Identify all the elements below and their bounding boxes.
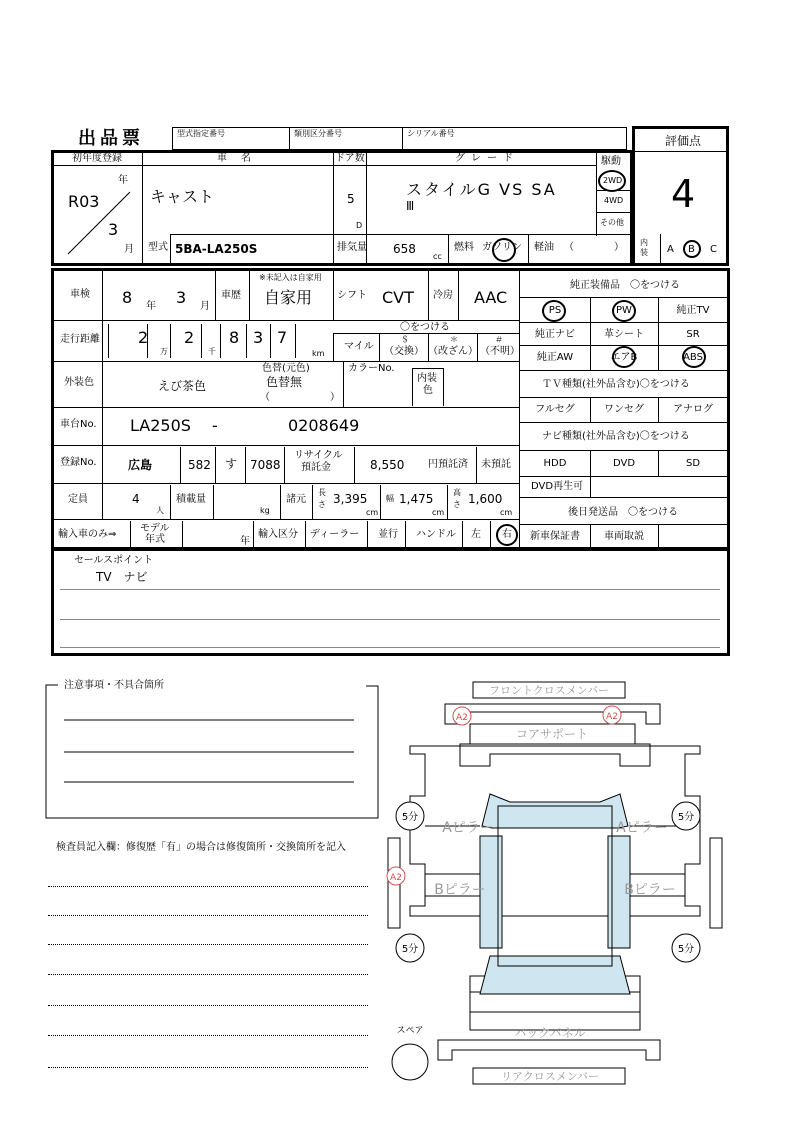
tire-rear-right-label: 5分 [677, 944, 695, 955]
drive-2wd-circle [598, 170, 626, 192]
score-label: 評価点 [665, 134, 702, 148]
equipment-sr: SR [686, 329, 700, 340]
inspector-label: 検査員記入欄：修復歴「有」の場合は修復箇所・交換箇所を記入 [56, 842, 346, 853]
drive-2wd: 2WD [603, 176, 623, 185]
tire-front-left-label: 5分 [401, 812, 419, 823]
handle-label: ハンドル [416, 529, 456, 540]
a-pillar-left-label: Aピラー [442, 820, 494, 836]
front-cross-member-label: フロントクロスメンバー [488, 684, 610, 697]
import-dealer: ディーラー [310, 529, 360, 540]
model-designation-label: 型式指定番号 [177, 129, 225, 138]
back-panel-label: バックパネル [514, 1026, 586, 1040]
model-type-value: 5BA-LA250S [175, 242, 258, 256]
cooler-value: AAC [474, 288, 508, 307]
first-registration-month-label: 月 [124, 244, 134, 255]
interior-a: A [667, 244, 674, 255]
equipment-abs: ABS [683, 352, 703, 363]
capacity-unit: 人 [156, 506, 164, 515]
tv-analog: アナログ [673, 404, 713, 415]
equipment-pw: PW [616, 305, 632, 316]
mileage-mile: マイル [344, 341, 374, 352]
rear-cross-member-label: リアクロスメンバー [501, 1070, 599, 1083]
notes-frame [44, 684, 380, 820]
spare-label: スペア [396, 1026, 424, 1036]
height-value: 1,600 [468, 492, 503, 506]
cooler-label: 冷房 [433, 290, 453, 301]
category-number-label: 類別区分番号 [294, 129, 342, 138]
grade-label: グレード [455, 153, 519, 164]
grade-value-line1: スタイルG VS SA [406, 180, 557, 199]
model-type-label: 型式 [148, 242, 168, 253]
first-registration-label: 初年度登録 [72, 153, 122, 164]
sales-point-section [51, 548, 730, 656]
b-pillar-right-label: Bピラー [624, 882, 676, 898]
mileage-label: 走行距離 [60, 334, 100, 345]
registration-number: 7088 [250, 458, 281, 472]
handle-right-circle [496, 524, 518, 546]
mileage-digit-5: 7 [277, 328, 288, 347]
mileage-unit-km: km [312, 349, 325, 358]
length-unit: cm [366, 508, 379, 517]
height-label-b: さ [453, 500, 461, 509]
interior-b: B [688, 244, 695, 255]
navi-title: ナビ種類(社外品含む)〇をつける [542, 431, 690, 442]
first-registration-month: 3 [108, 220, 119, 239]
fuel-other: （ ） [564, 242, 624, 253]
mileage-exchange: （交換） [384, 346, 424, 357]
doors-value: 5 [347, 192, 355, 206]
displacement-unit: cc [433, 252, 442, 261]
interior-c: C [710, 244, 717, 255]
page-title: 出品票 [78, 128, 144, 149]
chassis-prefix: LA250S [130, 416, 191, 435]
recycle-status-paid: 円預託済 [428, 459, 468, 470]
equipment-ps: PS [548, 305, 562, 316]
first-registration-year-label: 年 [118, 175, 128, 186]
inspection-year: 8 [122, 288, 133, 307]
exterior-label: 外装色 [64, 377, 94, 388]
fuel-gasoline: ガソリン [482, 242, 522, 253]
import-parallel: 並行 [378, 529, 398, 540]
doors-unit: D [356, 221, 363, 230]
equipment-title: 純正装備品 〇をつける [570, 280, 680, 291]
load-label: 積載量 [176, 494, 206, 505]
first-registration-era-year: R03 [68, 192, 100, 211]
equipment-pw-circle [612, 300, 636, 322]
repaint-value: 色替無 [266, 375, 303, 389]
interior-b-circle [683, 240, 701, 258]
equipment-airbag-circle [612, 346, 636, 368]
recycle-value: 8,550 [370, 458, 405, 472]
later-warranty: 新車保証書 [530, 531, 580, 542]
equipment-ps-circle [542, 300, 566, 322]
navi-sd: SD [685, 458, 701, 469]
equipment-abs-circle [682, 346, 706, 368]
later-items-title: 後日発送品 〇をつける [568, 507, 678, 518]
serial-number-label: シリアル番号 [407, 129, 455, 138]
registration-region: 広島 [128, 458, 153, 472]
inspection-month: 3 [176, 288, 187, 307]
color-no-label: カラーNo. [348, 363, 395, 374]
length-label-a: 長 [318, 488, 326, 497]
category-number-box [289, 127, 403, 150]
later-manual: 車両取説 [604, 531, 644, 542]
model-year-label-b: 年式 [145, 534, 165, 545]
capacity-label: 定員 [68, 494, 88, 505]
car-name-label: 車 名 [217, 153, 253, 164]
tire-rear-left-label: 5分 [401, 944, 419, 955]
mileage-unknown: （不明） [480, 346, 520, 357]
equipment-navi: 純正ナビ [535, 329, 575, 340]
history-label: 車歴 [221, 290, 241, 301]
sales-point-label: セールスポイント [74, 555, 154, 566]
equipment-leather: 革シート [604, 329, 644, 340]
navi-dvd: DVD [612, 458, 636, 469]
mileage-digit-1: 2 [138, 328, 149, 347]
interior-label: 内装 [640, 238, 648, 257]
height-unit: cm [500, 508, 513, 517]
tv-oneseg: ワンセグ [604, 404, 644, 415]
notes-label: 注意事項・不具合箇所 [64, 680, 164, 691]
doors-label: ドア数 [335, 153, 365, 164]
a2-mark-front-right: A2 [606, 712, 618, 722]
mileage-exchange-symbol: ＄ [401, 335, 409, 344]
fuel-label: 燃料 [454, 242, 474, 253]
length-value: 3,395 [333, 492, 368, 506]
equipment-airbag: エアB [610, 352, 638, 363]
mileage-unit-sen: 千 [208, 347, 216, 356]
core-support-label: コアサポート [515, 727, 589, 741]
a2-mark-left-side: A2 [390, 873, 402, 883]
model-year-label-a: モデル [140, 523, 170, 534]
inspection-year-unit: 年 [146, 301, 156, 312]
inspection-month-unit: 月 [200, 301, 210, 312]
shift-label: シフト [337, 290, 367, 301]
handle-left: 左 [471, 529, 481, 540]
navi-dvd-playback: DVD再生可 [531, 481, 584, 492]
chassis-label: 車台No. [60, 419, 97, 430]
model-designation-box [172, 127, 290, 150]
mileage-digit-2: 2 [184, 328, 195, 347]
handle-right: 右 [502, 529, 512, 540]
chassis-dash: - [212, 416, 218, 435]
fuel-gasoline-circle [492, 238, 516, 262]
height-label-a: 高 [453, 488, 461, 497]
inspection-label: 車検 [70, 289, 90, 300]
import-class-label: 輸入区分 [258, 529, 298, 540]
drive-other: その他 [600, 218, 624, 227]
tv-title: ＴＶ種類(社外品含む)〇をつける [542, 379, 690, 390]
equipment-tv: 純正TV [676, 305, 710, 316]
repaint-label: 色替(元色) [262, 363, 310, 374]
tv-fullseg: フルセグ [535, 404, 575, 415]
length-label-b: さ [318, 500, 326, 509]
navi-hdd: HDD [543, 458, 567, 469]
a-pillar-right-label: Aピラー [616, 820, 668, 836]
recycle-label-a: リサイクル [294, 450, 343, 461]
capacity-value: 4 [132, 492, 140, 506]
history-note: ※未記入は自家用 [259, 273, 322, 282]
b-pillar-left-label: Bピラー [434, 882, 486, 898]
width-value: 1,475 [399, 492, 434, 506]
mileage-modified: （改ざん） [428, 346, 478, 357]
chassis-number: 0208649 [288, 416, 360, 435]
mileage-unit-man: 万 [160, 347, 168, 356]
drive-label: 駆動 [601, 156, 621, 167]
sales-point-value: TV ナビ [96, 570, 148, 584]
tire-front-right-label: 5分 [677, 812, 695, 823]
car-name-value: キャスト [150, 187, 215, 206]
serial-number-box [402, 127, 627, 150]
mileage-mark-note: 〇をつける [400, 322, 450, 333]
registration-kana: す [225, 457, 238, 471]
repaint-paren: （ ） [260, 392, 340, 403]
mileage-unknown-symbol: ＃ [495, 335, 503, 344]
shift-value: CVT [382, 288, 414, 307]
fuel-diesel: 軽油 [534, 242, 554, 253]
displacement-value: 658 [393, 242, 416, 256]
interior-color-label-b: 色 [423, 385, 433, 396]
equipment-aw: 純正AW [536, 352, 574, 363]
model-year-unit: 年 [240, 536, 250, 547]
interior-color-label-a: 内装 [417, 373, 437, 384]
grade-value-line2: Ⅲ [406, 199, 415, 213]
displacement-label: 排気量 [337, 242, 367, 253]
width-label: 幅 [386, 494, 394, 503]
exterior-value: えび茶色 [158, 379, 207, 393]
score-value: 4 [671, 172, 696, 216]
mileage-modified-symbol: ＊ [450, 335, 458, 344]
drive-4wd: 4WD [604, 196, 624, 205]
dimensions-label: 諸元 [286, 494, 306, 505]
registration-label: 登録No. [60, 457, 97, 468]
a2-mark-front-left: A2 [456, 713, 468, 723]
registration-class: 582 [188, 458, 211, 472]
mileage-digit-3: 8 [229, 328, 240, 347]
load-unit: kg [260, 506, 270, 515]
recycle-label-b: 預託金 [301, 462, 331, 473]
mileage-digit-4: 3 [253, 328, 264, 347]
recycle-status-unpaid: 未預託 [481, 459, 511, 470]
import-label: 輸入車のみ⇒ [58, 529, 117, 540]
car-body-diagram [380, 676, 730, 1088]
width-unit: cm [432, 508, 445, 517]
history-value: 自家用 [264, 288, 313, 307]
